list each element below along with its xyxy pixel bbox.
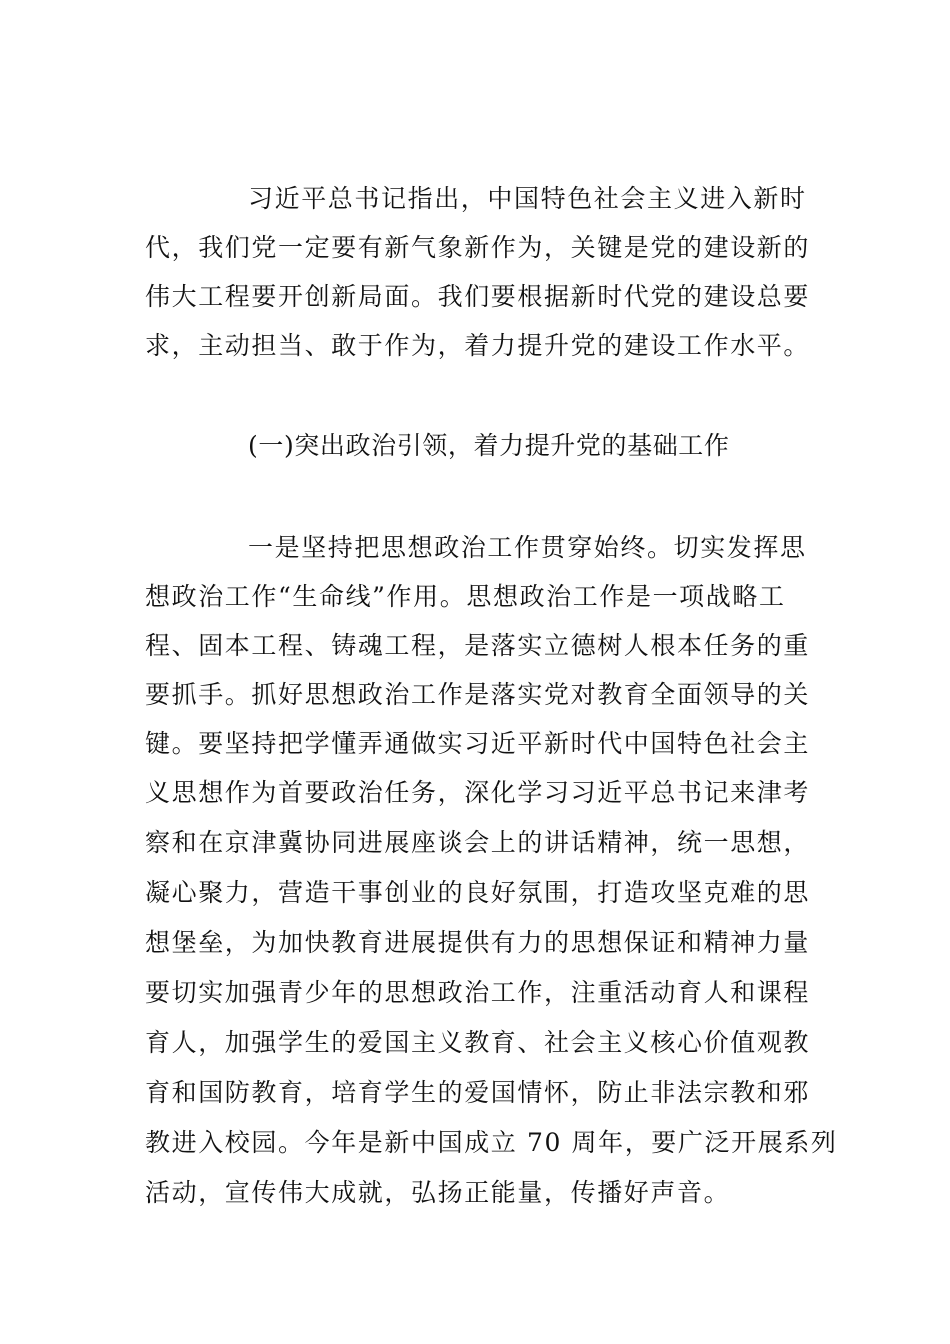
paragraph-2-line-11: 育人，加强学生的爱国主义教育、社会主义核心价值观教 (145, 1028, 811, 1057)
paragraph-2-line-1: 一是坚持把思想政治工作贯穿始终。切实发挥思 (248, 533, 807, 562)
paragraph-1-line-2: 代，我们党一定要有新气象新作为，关键是党的建设新的 (145, 233, 811, 262)
paragraph-2-line-8: 凝心聚力，营造干事创业的良好氛围，打造攻坚克难的思 (145, 878, 811, 907)
paragraph-1-line-3: 伟大工程要开创新局面。我们要根据新时代党的建设总要 (145, 282, 811, 311)
paragraph-2-line-4: 要抓手。抓好思想政治工作是落实党对教育全面领导的关 (145, 680, 811, 709)
paragraph-2-line-9: 想堡垒，为加快教育进展提供有力的思想保证和精神力量 (145, 928, 811, 957)
paragraph-1-line-4: 求，主动担当、敢于作为，着力提升党的建设工作水平。 (145, 331, 811, 360)
paragraph-2-line-12: 育和国防教育，培育学生的爱国情怀，防止非法宗教和邪 (145, 1078, 811, 1107)
paragraph-2-line-3: 程、固本工程、铸魂工程，是落实立德树人根本任务的重 (145, 631, 811, 660)
paragraph-2-line-13: 教进入校园。今年是新中国成立 70 周年，要广泛开展系列 (145, 1128, 838, 1157)
paragraph-1-line-1: 习近平总书记指出，中国特色社会主义进入新时 (248, 184, 807, 213)
paragraph-2-line-6: 义思想作为首要政治任务，深化学习习近平总书记来津考 (145, 778, 811, 807)
paragraph-2-line-14: 活动，宣传伟大成就，弘扬正能量，传播好声音。 (145, 1178, 731, 1207)
paragraph-2-line-10: 要切实加强青少年的思想政治工作，注重活动育人和课程 (145, 978, 811, 1007)
section-heading: (一)突出政治引领，着力提升党的基础工作 (248, 431, 730, 460)
paragraph-2-line-7: 察和在京津冀协同进展座谈会上的讲话精神，统一思想， (145, 828, 811, 857)
paragraph-2-line-2: 想政治工作“生命线”作用。思想政治工作是一项战略工 (145, 582, 786, 611)
paragraph-2-line-5: 键。要坚持把学懂弄通做实习近平新时代中国特色社会主 (145, 729, 811, 758)
